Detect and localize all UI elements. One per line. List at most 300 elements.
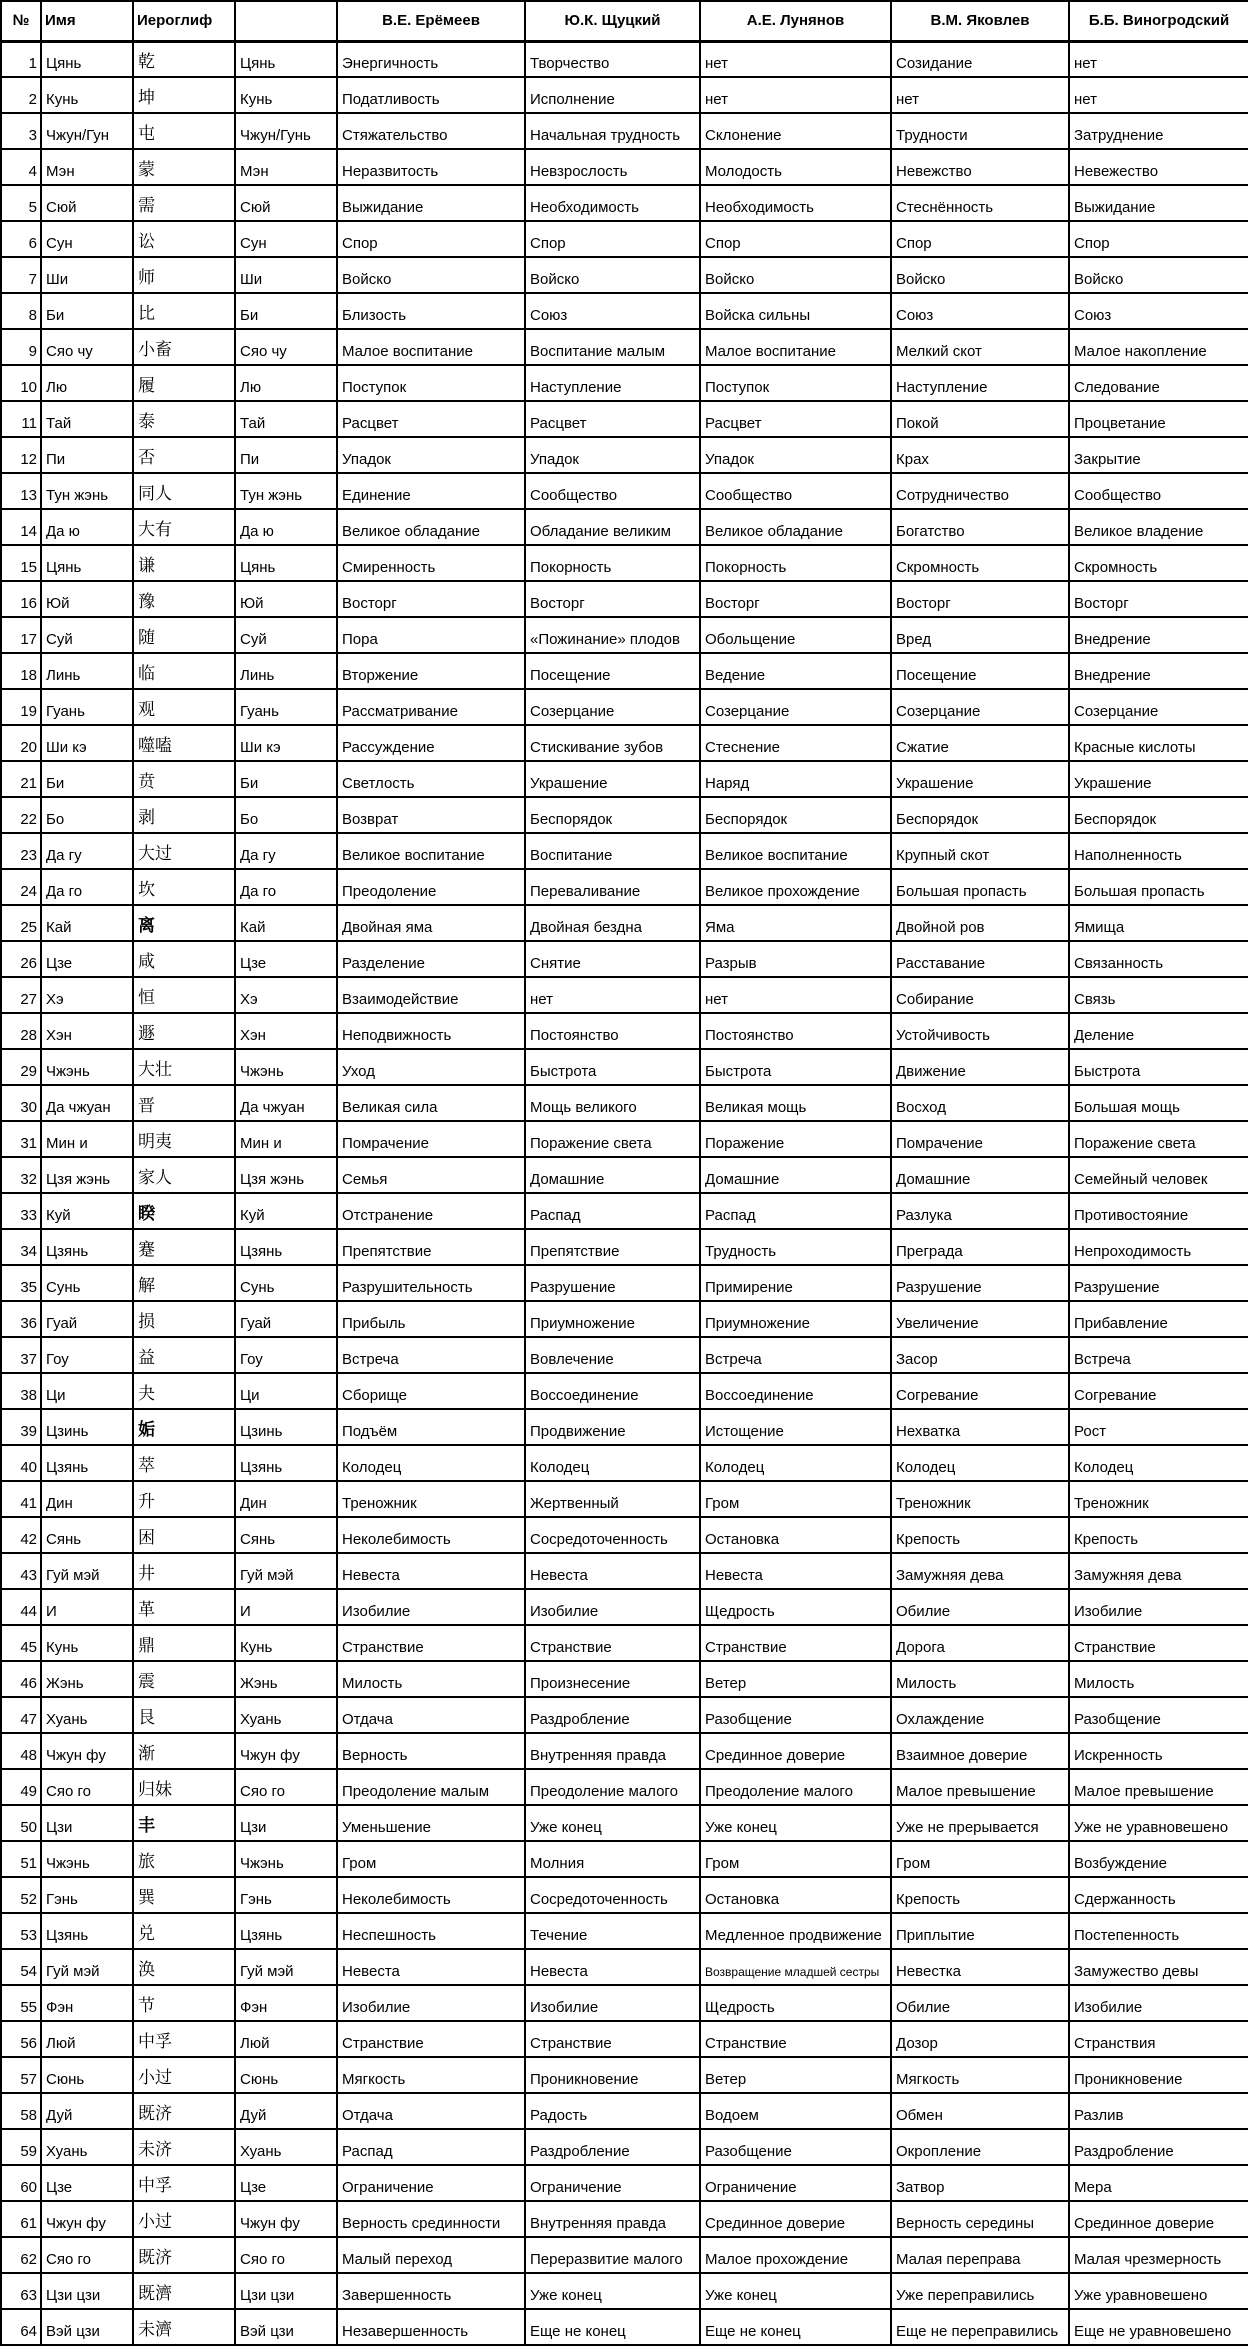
lunyanov-cell: Колодец [700,1445,891,1481]
shchutsky-cell: Приумножение [525,1301,700,1337]
yakovlev-cell: Колодец [891,1445,1069,1481]
row-number: 42 [1,1517,41,1553]
eremeev-cell: Милость [337,1661,525,1697]
name-cell: Хуань [41,1697,133,1733]
name-alt-cell: Гоу [235,1337,337,1373]
shchutsky-cell: Радость [525,2093,700,2129]
shchutsky-cell: Течение [525,1913,700,1949]
eremeev-cell: Восторг [337,581,525,617]
table-row [1,401,1248,437]
yakovlev-cell: Уже не прерывается [891,1805,1069,1841]
row-number: 45 [1,1625,41,1661]
yakovlev-cell: Движение [891,1049,1069,1085]
vinogrodsky-cell: нет [1069,41,1248,77]
table-row [1,1085,1248,1121]
vinogrodsky-cell: Уже уравновешено [1069,2273,1248,2309]
name-alt-cell: Цзянь [235,1913,337,1949]
name-alt-cell: Сяо го [235,2237,337,2273]
yakovlev-cell: Охлаждение [891,1697,1069,1733]
yakovlev-cell: Вред [891,617,1069,653]
lunyanov-cell: Преодоление малого [700,1769,891,1805]
name-alt-cell: Сюнь [235,2057,337,2093]
shchutsky-cell: Внутренняя правда [525,1733,700,1769]
table-row [1,941,1248,977]
row-number: 21 [1,761,41,797]
column-header-yakovlev: В.М. Яковлев [891,1,1069,41]
eremeev-cell: Рассматривание [337,689,525,725]
hieroglyph-cell: 夬 [133,1373,235,1409]
vinogrodsky-cell: Раздробление [1069,2129,1248,2165]
eremeev-cell: Неразвитость [337,149,525,185]
eremeev-cell: Близость [337,293,525,329]
column-header-shchutsky: Ю.К. Щуцкий [525,1,700,41]
table-row [1,1445,1248,1481]
name-cell: Чжэнь [41,1049,133,1085]
row-number: 2 [1,77,41,113]
lunyanov-cell: Стеснение [700,725,891,761]
row-number: 15 [1,545,41,581]
eremeev-cell: Треножник [337,1481,525,1517]
table-row [1,41,1248,77]
yakovlev-cell: Мелкий скот [891,329,1069,365]
vinogrodsky-cell: Милость [1069,1661,1248,1697]
hieroglyph-cell: 豫 [133,581,235,617]
vinogrodsky-cell: Семейный человек [1069,1157,1248,1193]
table-row [1,1337,1248,1373]
name-alt-cell: Цзе [235,941,337,977]
row-number: 51 [1,1841,41,1877]
row-number: 46 [1,1661,41,1697]
table-row [1,1193,1248,1229]
yakovlev-cell: Крепость [891,1517,1069,1553]
hieroglyph-cell: 贲 [133,761,235,797]
name-cell: Би [41,761,133,797]
row-number: 40 [1,1445,41,1481]
table-row [1,437,1248,473]
lunyanov-cell: Расцвет [700,401,891,437]
vinogrodsky-cell: Разлив [1069,2093,1248,2129]
shchutsky-cell: Украшение [525,761,700,797]
vinogrodsky-cell: Проникновение [1069,2057,1248,2093]
name-alt-cell: Жэнь [235,1661,337,1697]
name-cell: Куй [41,1193,133,1229]
yakovlev-cell: Дорога [891,1625,1069,1661]
shchutsky-cell: Раздробление [525,1697,700,1733]
table-row [1,1229,1248,1265]
row-number: 55 [1,1985,41,2021]
lunyanov-cell: Ветер [700,2057,891,2093]
eremeev-cell: Ограничение [337,2165,525,2201]
table-row [1,1013,1248,1049]
lunyanov-cell: Встреча [700,1337,891,1373]
row-number: 1 [1,41,41,77]
row-number: 52 [1,1877,41,1913]
name-cell: Чжун/Гун [41,113,133,149]
lunyanov-cell: Странствие [700,2021,891,2057]
name-cell: Юй [41,581,133,617]
name-cell: Гуй мэй [41,1949,133,1985]
name-alt-cell: Вэй цзи [235,2309,337,2345]
shchutsky-cell: Переразвитие малого [525,2237,700,2273]
name-alt-cell: Дин [235,1481,337,1517]
hieroglyph-cell: 蒙 [133,149,235,185]
vinogrodsky-cell: Великое владение [1069,509,1248,545]
name-alt-cell: Сяо чу [235,329,337,365]
row-number: 58 [1,2093,41,2129]
name-alt-cell: Гэнь [235,1877,337,1913]
lunyanov-cell: Войска сильны [700,293,891,329]
lunyanov-cell: Сообщество [700,473,891,509]
row-number: 33 [1,1193,41,1229]
name-cell: Лю [41,365,133,401]
name-alt-cell: Ши кэ [235,725,337,761]
lunyanov-cell: Приумножение [700,1301,891,1337]
lunyanov-cell: Разрыв [700,941,891,977]
eremeev-cell: Верность [337,1733,525,1769]
shchutsky-cell: Быстрота [525,1049,700,1085]
yakovlev-cell: Посещение [891,653,1069,689]
column-header-eremeev: В.Е. Ерёмеев [337,1,525,41]
table-row [1,1733,1248,1769]
row-number: 38 [1,1373,41,1409]
eremeev-cell: Возврат [337,797,525,833]
row-number: 32 [1,1157,41,1193]
name-alt-cell: Цзя жэнь [235,1157,337,1193]
table-row [1,1049,1248,1085]
header-row [1,1,1248,41]
table-row [1,1517,1248,1553]
shchutsky-cell: нет [525,977,700,1013]
hieroglyph-cell: 小过 [133,2057,235,2093]
vinogrodsky-cell: Еще не уравновешено [1069,2309,1248,2345]
yakovlev-cell: Созидание [891,41,1069,77]
hieroglyph-cell: 中孚 [133,2021,235,2057]
table-row [1,365,1248,401]
eremeev-cell: Завершенность [337,2273,525,2309]
yakovlev-cell: Союз [891,293,1069,329]
table-row [1,833,1248,869]
yakovlev-cell: Еще не переправились [891,2309,1069,2345]
vinogrodsky-cell: Сообщество [1069,473,1248,509]
table-row [1,1841,1248,1877]
shchutsky-cell: Обладание великим [525,509,700,545]
hieroglyph-cell: 大过 [133,833,235,869]
table-row [1,1481,1248,1517]
hieroglyph-cell: 明夷 [133,1121,235,1157]
table-row [1,1949,1248,1985]
yakovlev-cell: Обилие [891,1589,1069,1625]
row-number: 26 [1,941,41,977]
name-cell: Линь [41,653,133,689]
yakovlev-cell: нет [891,77,1069,113]
row-number: 28 [1,1013,41,1049]
lunyanov-cell: Возвращение младшей сестры [700,1949,891,1985]
row-number: 29 [1,1049,41,1085]
name-alt-cell: Цзянь [235,1229,337,1265]
name-alt-cell: Цзи [235,1805,337,1841]
table-header [1,1,1248,41]
lunyanov-cell: нет [700,77,891,113]
hieroglyph-cell: 睽 [133,1193,235,1229]
name-cell: Чжун фу [41,1733,133,1769]
column-header-lunyanov: А.Е. Лунянов [700,1,891,41]
name-alt-cell: Да ю [235,509,337,545]
column-header-hieroglyph: Иероглиф [133,1,235,41]
lunyanov-cell: Распад [700,1193,891,1229]
table-row [1,509,1248,545]
name-cell: Кунь [41,1625,133,1661]
hieroglyph-cell: 谦 [133,545,235,581]
hieroglyph-cell: 渐 [133,1733,235,1769]
name-alt-cell: Цянь [235,41,337,77]
vinogrodsky-cell: Уже не уравновешено [1069,1805,1248,1841]
yakovlev-cell: Спор [891,221,1069,257]
lunyanov-cell: Созерцание [700,689,891,725]
eremeev-cell: Неспешность [337,1913,525,1949]
name-cell: Мэн [41,149,133,185]
hieroglyph-cell: 咸 [133,941,235,977]
lunyanov-cell: Упадок [700,437,891,473]
shchutsky-cell: Изобилие [525,1589,700,1625]
shchutsky-cell: Созерцание [525,689,700,725]
vinogrodsky-cell: Противостояние [1069,1193,1248,1229]
lunyanov-cell: нет [700,977,891,1013]
name-alt-cell: Гуань [235,689,337,725]
hieroglyph-cell: 未济 [133,2129,235,2165]
vinogrodsky-cell: Большая пропасть [1069,869,1248,905]
lunyanov-cell: Великое воспитание [700,833,891,869]
shchutsky-cell: «Пожинание» плодов [525,617,700,653]
table-row [1,329,1248,365]
hieroglyph-cell: 坤 [133,77,235,113]
name-alt-cell: Пи [235,437,337,473]
table-row [1,905,1248,941]
yakovlev-cell: Стеснённость [891,185,1069,221]
name-alt-cell: Чжун фу [235,1733,337,1769]
vinogrodsky-cell: Процветание [1069,401,1248,437]
lunyanov-cell: Щедрость [700,1985,891,2021]
name-cell: Жэнь [41,1661,133,1697]
eremeev-cell: Препятствие [337,1229,525,1265]
eremeev-cell: Малое воспитание [337,329,525,365]
table-row [1,2021,1248,2057]
shchutsky-cell: Уже конец [525,1805,700,1841]
row-number: 24 [1,869,41,905]
name-cell: Гуань [41,689,133,725]
name-alt-cell: Да го [235,869,337,905]
eremeev-cell: Неподвижность [337,1013,525,1049]
yakovlev-cell: Богатство [891,509,1069,545]
lunyanov-cell: Разобщение [700,1697,891,1733]
table-row [1,1913,1248,1949]
lunyanov-cell: Ведение [700,653,891,689]
eremeev-cell: Разделение [337,941,525,977]
name-alt-cell: Суй [235,617,337,653]
row-number: 62 [1,2237,41,2273]
eremeev-cell: Смиренность [337,545,525,581]
vinogrodsky-cell: Спор [1069,221,1248,257]
hieroglyph-cell: 鼎 [133,1625,235,1661]
yakovlev-cell: Восторг [891,581,1069,617]
vinogrodsky-cell: Внедрение [1069,653,1248,689]
vinogrodsky-cell: Войско [1069,257,1248,293]
shchutsky-cell: Еще не конец [525,2309,700,2345]
eremeev-cell: Разрушительность [337,1265,525,1301]
yakovlev-cell: Беспорядок [891,797,1069,833]
lunyanov-cell: Остановка [700,1517,891,1553]
row-number: 4 [1,149,41,185]
eremeev-cell: Великое обладание [337,509,525,545]
table-row [1,1157,1248,1193]
name-cell: Сяо го [41,2237,133,2273]
shchutsky-cell: Странствие [525,2021,700,2057]
row-number: 57 [1,2057,41,2093]
eremeev-cell: Преодоление малым [337,1769,525,1805]
name-alt-cell: Хэн [235,1013,337,1049]
shchutsky-cell: Посещение [525,653,700,689]
shchutsky-cell: Двойная бездна [525,905,700,941]
table-row [1,1805,1248,1841]
hieroglyph-cell: 升 [133,1481,235,1517]
table-row [1,689,1248,725]
row-number: 35 [1,1265,41,1301]
yakovlev-cell: Восход [891,1085,1069,1121]
yakovlev-cell: Милость [891,1661,1069,1697]
table-row [1,1589,1248,1625]
name-alt-cell: Ци [235,1373,337,1409]
eremeev-cell: Спор [337,221,525,257]
table-row [1,2273,1248,2309]
yakovlev-cell: Расставание [891,941,1069,977]
hieroglyph-cell: 丰 [133,1805,235,1841]
vinogrodsky-cell: Встреча [1069,1337,1248,1373]
hieroglyph-cell: 泰 [133,401,235,437]
eremeev-cell: Странствие [337,1625,525,1661]
row-number: 60 [1,2165,41,2201]
row-number: 9 [1,329,41,365]
table-row [1,185,1248,221]
name-cell: Цзи [41,1805,133,1841]
row-number: 44 [1,1589,41,1625]
vinogrodsky-cell: Согревание [1069,1373,1248,1409]
name-cell: Цянь [41,545,133,581]
lunyanov-cell: Малое воспитание [700,329,891,365]
row-number: 31 [1,1121,41,1157]
shchutsky-cell: Вовлечение [525,1337,700,1373]
shchutsky-cell: Внутренняя правда [525,2201,700,2237]
eremeev-cell: Двойная яма [337,905,525,941]
shchutsky-cell: Воссоединение [525,1373,700,1409]
row-number: 63 [1,2273,41,2309]
table-row [1,1409,1248,1445]
lunyanov-cell: Разобщение [700,2129,891,2165]
name-alt-cell: Чжэнь [235,1049,337,1085]
table-row [1,2237,1248,2273]
name-cell: Цянь [41,41,133,77]
name-alt-cell: Хуань [235,2129,337,2165]
yakovlev-cell: Увеличение [891,1301,1069,1337]
table-row [1,1121,1248,1157]
hieroglyph-cell: 讼 [133,221,235,257]
lunyanov-cell: Спор [700,221,891,257]
eremeev-cell: Изобилие [337,1985,525,2021]
hieroglyph-cell: 离 [133,905,235,941]
lunyanov-cell: Поступок [700,365,891,401]
vinogrodsky-cell: Разобщение [1069,1697,1248,1733]
hieroglyph-cell: 坎 [133,869,235,905]
shchutsky-cell: Переваливание [525,869,700,905]
lunyanov-cell: Остановка [700,1877,891,1913]
yakovlev-cell: Сжатие [891,725,1069,761]
yakovlev-cell: Нехватка [891,1409,1069,1445]
vinogrodsky-cell: Искренность [1069,1733,1248,1769]
name-alt-cell: Гуай [235,1301,337,1337]
lunyanov-cell: Восторг [700,581,891,617]
hieroglyph-cell: 观 [133,689,235,725]
hieroglyph-cell: 履 [133,365,235,401]
vinogrodsky-cell: Созерцание [1069,689,1248,725]
lunyanov-cell: Срединное доверие [700,2201,891,2237]
yakovlev-cell: Собирание [891,977,1069,1013]
eremeev-cell: Вторжение [337,653,525,689]
shchutsky-cell: Творчество [525,41,700,77]
name-cell: Цзинь [41,1409,133,1445]
eremeev-cell: Сборище [337,1373,525,1409]
hieroglyph-cell: 晋 [133,1085,235,1121]
name-cell: Да чжуан [41,1085,133,1121]
table-row [1,1697,1248,1733]
name-cell: Тай [41,401,133,437]
yakovlev-cell: Войско [891,257,1069,293]
yakovlev-cell: Созерцание [891,689,1069,725]
shchutsky-cell: Распад [525,1193,700,1229]
hieroglyph-cell: 革 [133,1589,235,1625]
name-cell: Люй [41,2021,133,2057]
name-alt-cell: Сяо го [235,1769,337,1805]
vinogrodsky-cell: Срединное доверие [1069,2201,1248,2237]
shchutsky-cell: Наступление [525,365,700,401]
lunyanov-cell: Яма [700,905,891,941]
name-alt-cell: Юй [235,581,337,617]
lunyanov-cell: Еще не конец [700,2309,891,2345]
name-cell: Дуй [41,2093,133,2129]
lunyanov-cell: Истощение [700,1409,891,1445]
eremeev-cell: Неколебимость [337,1877,525,1913]
table-body [1,41,1248,2345]
lunyanov-cell: Водоем [700,2093,891,2129]
row-number: 48 [1,1733,41,1769]
yakovlev-cell: Обмен [891,2093,1069,2129]
name-cell: Сунь [41,1265,133,1301]
row-number: 18 [1,653,41,689]
yakovlev-cell: Затвор [891,2165,1069,2201]
shchutsky-cell: Жертвенный [525,1481,700,1517]
table-row [1,1769,1248,1805]
vinogrodsky-cell: Связанность [1069,941,1248,977]
shchutsky-cell: Упадок [525,437,700,473]
eremeev-cell: Войско [337,257,525,293]
yakovlev-cell: Скромность [891,545,1069,581]
name-cell: Сун [41,221,133,257]
lunyanov-cell: Гром [700,1841,891,1877]
table-row [1,1985,1248,2021]
eremeev-cell: Податливость [337,77,525,113]
yakovlev-cell: Невежство [891,149,1069,185]
yakovlev-cell: Согревание [891,1373,1069,1409]
column-header-name: Имя [41,1,133,41]
lunyanov-cell: Домашние [700,1157,891,1193]
eremeev-cell: Рассуждение [337,725,525,761]
